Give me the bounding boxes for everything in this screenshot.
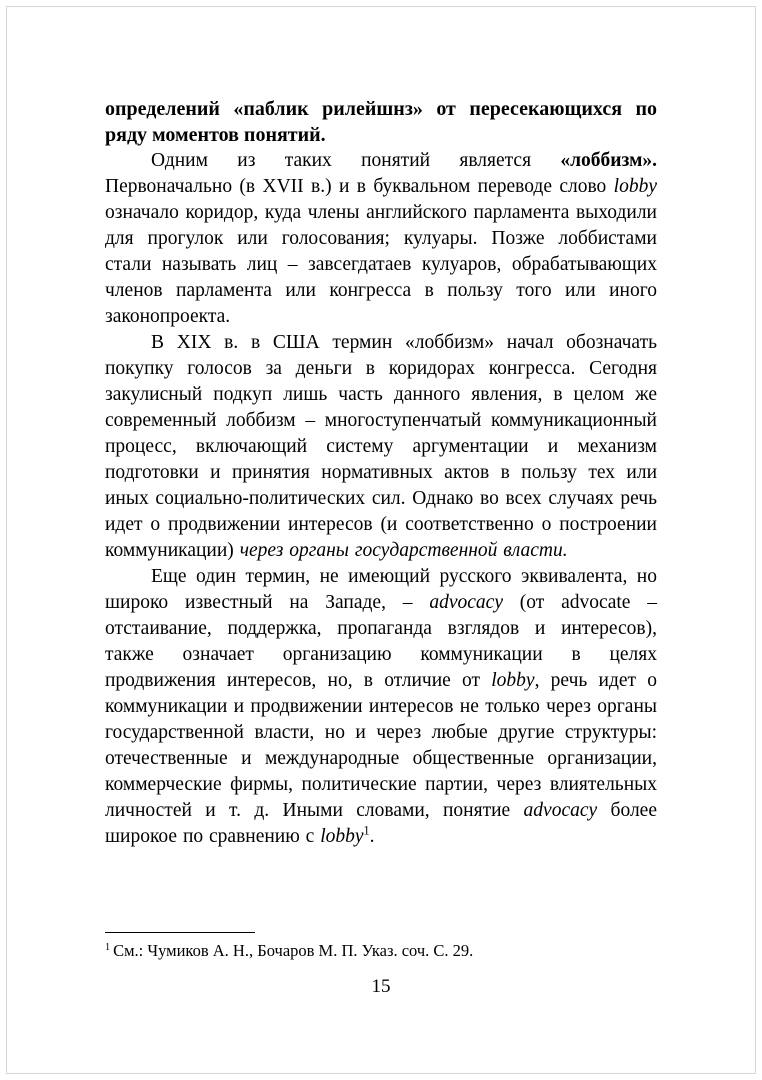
page-footer (105, 932, 657, 998)
footnote-rule (105, 932, 255, 933)
footnote-reference: 1 (363, 823, 370, 838)
text-run: lobby (491, 670, 535, 691)
text-run: advocacy (523, 800, 598, 821)
section-heading: определений «паблик рилейшнз» от пересекающихся по ряду моментов понятий. (105, 98, 657, 146)
footnote-text: См.: Чумиков А. Н., Бочаров М. П. Указ. соч. С. 29. (113, 941, 474, 960)
text-run: advocacy (429, 592, 503, 613)
paragraph (105, 330, 657, 564)
text-run: Еще один термин, не имеющий русского эквивалента, но широко известный на Западе, – (105, 566, 657, 613)
footnote (105, 940, 657, 962)
text-run: lobby (320, 826, 364, 847)
footnote-marker: 1 (105, 941, 111, 953)
text-run: через органы государственной власти. (239, 540, 568, 561)
text-run: (от advocate – отстаивание, поддержка, пропаганда взглядов и интересов), также означает организацию коммуникации в целях продвижения интересов, но, в отличие от (105, 592, 657, 691)
page-number: 15 (371, 976, 391, 997)
text-run: Первоначально (в XVII в.) и в буквальном переводе слово (105, 176, 614, 197)
text-run: . (369, 826, 375, 847)
text-run: , речь идет о коммуникации и продвижении интересов не только через органы государственной власти, но и через любые другие структуры: отечественные и международные общественные организации, коммерческие фирмы, политические партии, через влиятельных личностей и т. д. Иными словами, понятие (105, 670, 658, 821)
paragraph (105, 148, 657, 330)
text-block (105, 96, 657, 850)
text-run: Одним из таких понятий является (151, 150, 561, 171)
text-run: более широкое по сравнению с (105, 800, 657, 847)
text-run: «лоббизм». (560, 150, 657, 171)
text-run: lobby (613, 176, 657, 197)
paragraphs-container (105, 148, 657, 850)
text-run: В XIX в. в США термин «лоббизм» начал обозначать покупку голосов за деньги в коридорах конгресса. Сегодня закулисный подкуп лишь часть данного явления, в целом же современный лоббизм – многоступенчатый коммуникационный процесс, включающий систему аргументации и механизм подготовки и принятия нормативных актов в пользу тех или иных социально-политических сил. Однако во всех случаях речь идет о продвижении интересов (и соответственно о построении коммуникации) (105, 332, 657, 561)
paragraph (105, 564, 657, 850)
text-run: означало коридор, куда члены английского парламента выходили для прогулок или голосования; кулуары. Позже лоббистами стали называть лиц – завсегдатаев кулуаров, обрабатывающих членов парламента или конгресса в пользу того или иного законопроекта. (105, 202, 657, 327)
